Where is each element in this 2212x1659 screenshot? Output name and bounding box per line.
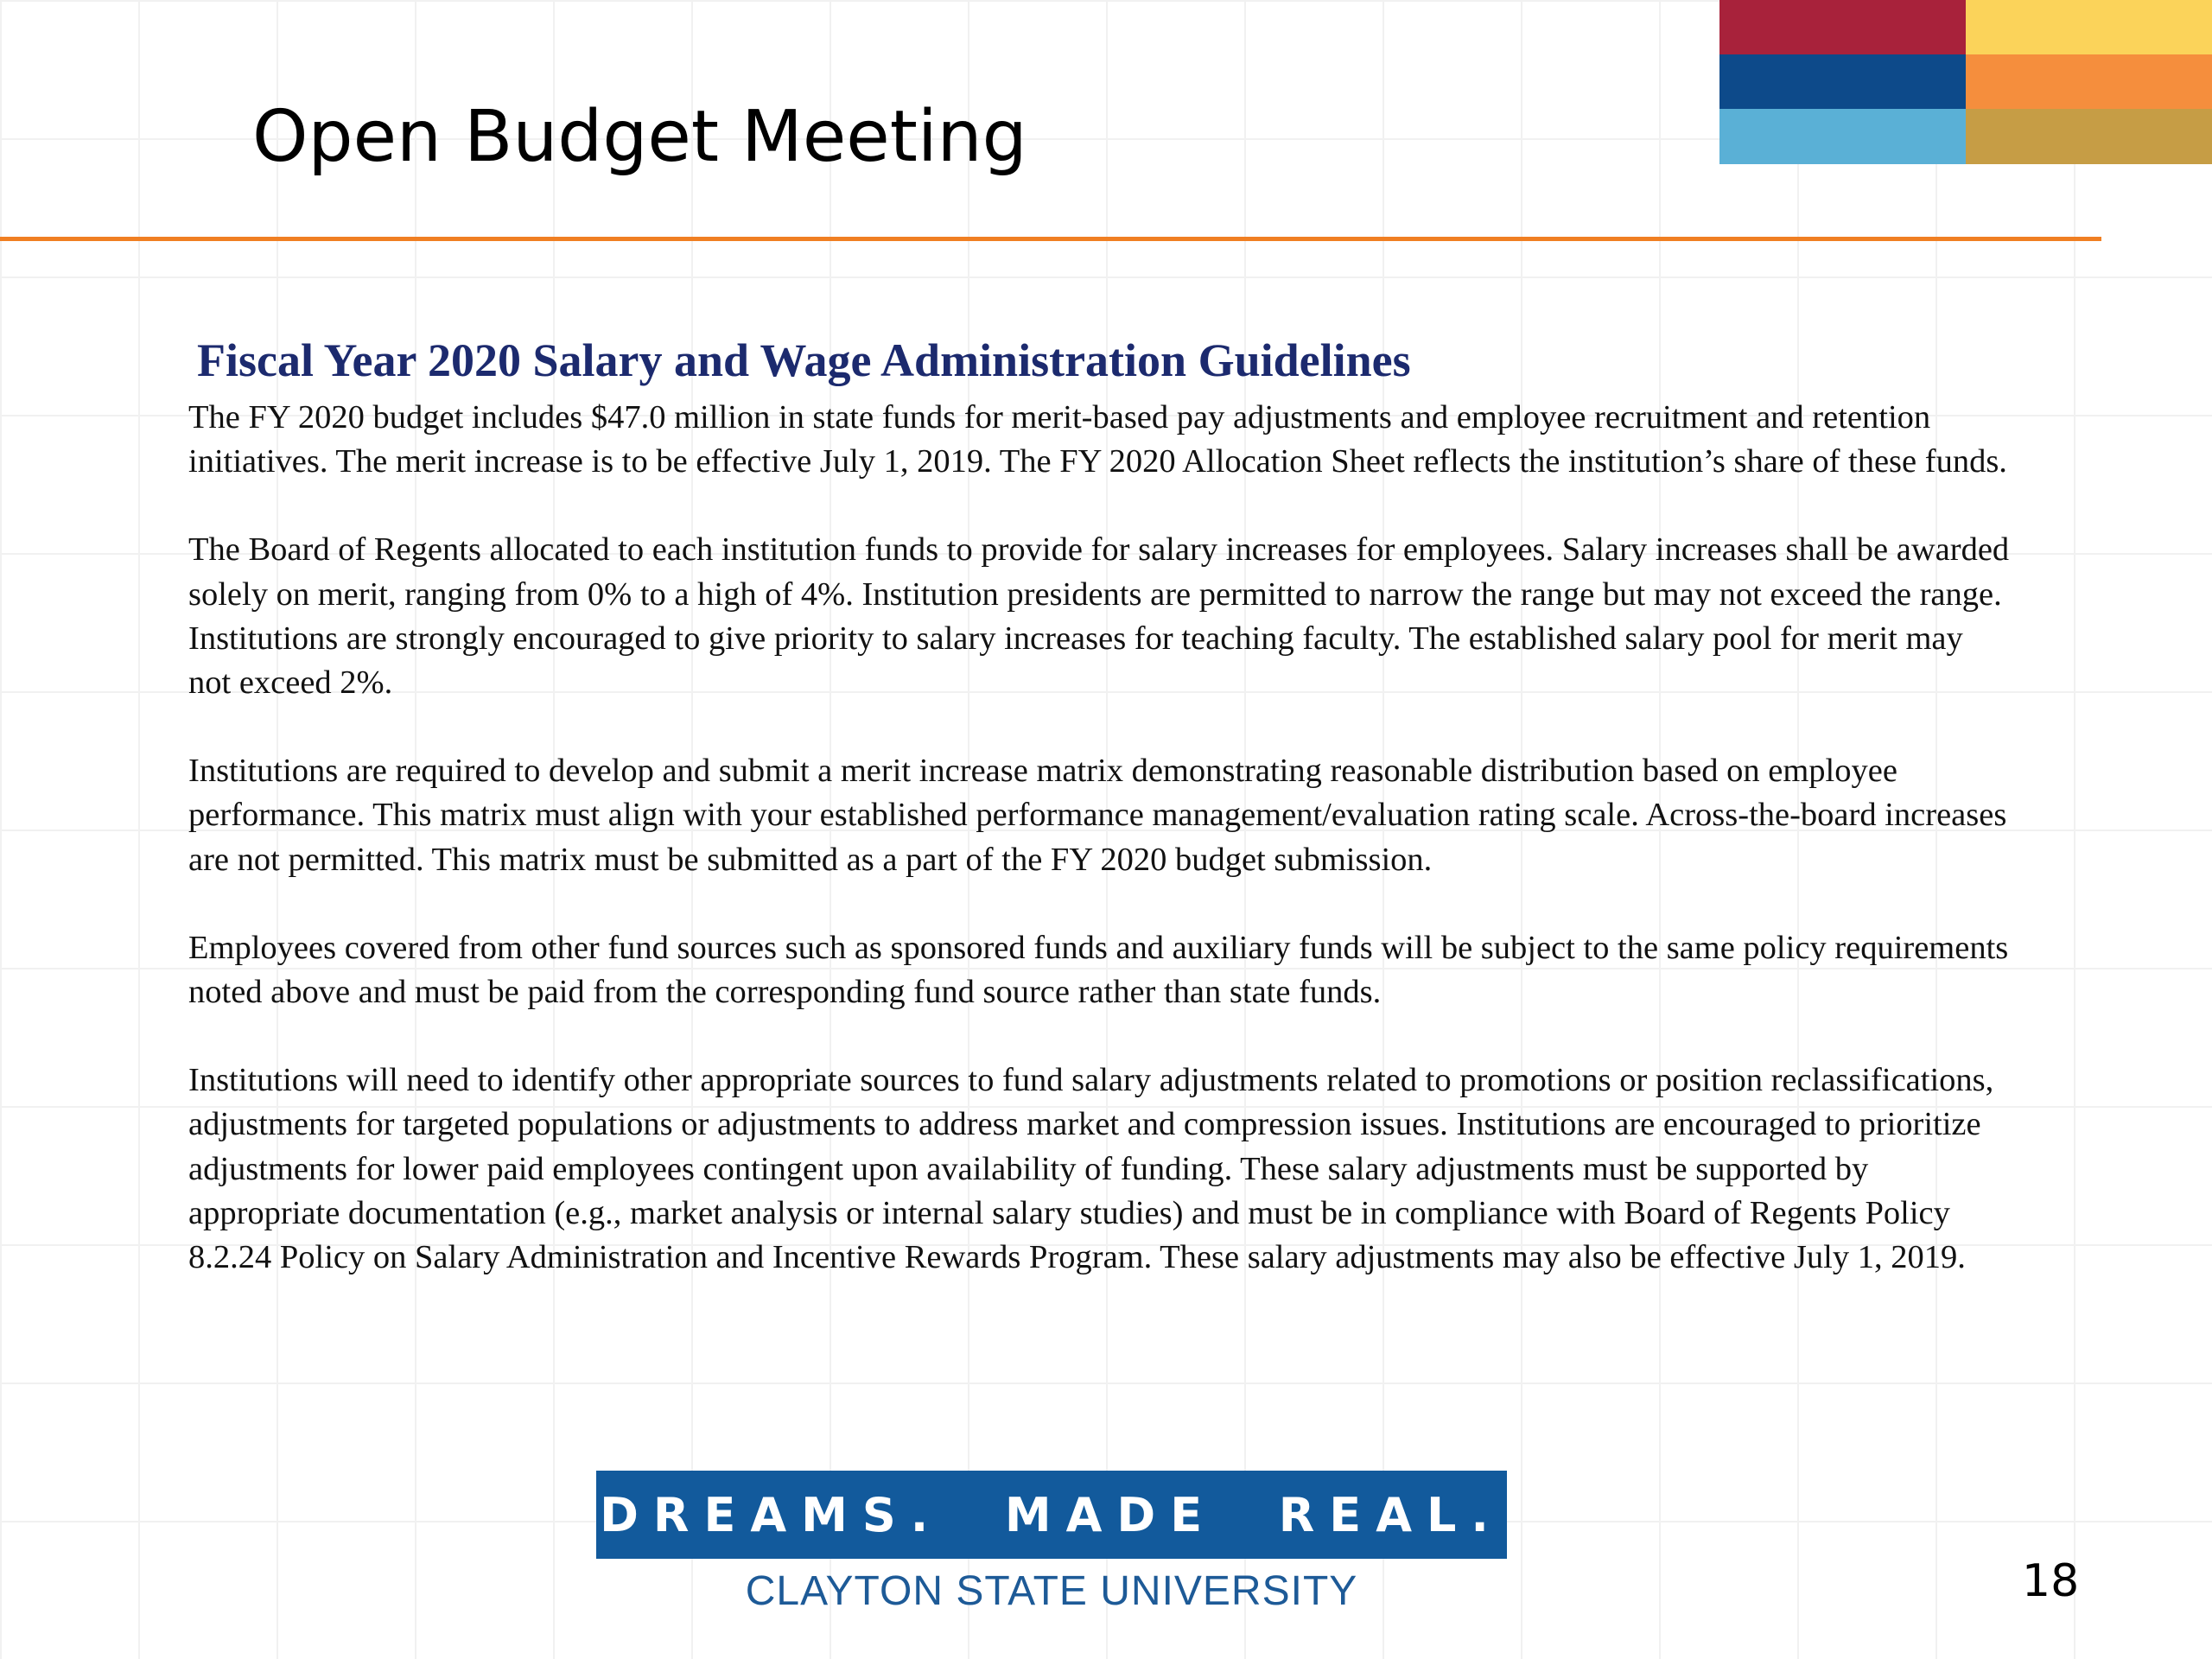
corner-color-blocks — [1719, 0, 2212, 164]
deco-block-crimson — [1719, 0, 1966, 54]
deco-block-sky — [1719, 109, 1966, 164]
paragraph-salary-adjustments: Institutions will need to identify other appropriate sources to fund salary adjustments related to promotions or position reclassifications, adjustments for targeted populations or adjustments to address market and compression issues. Institutions are encouraged to prioritize adjustments for lower paid employees contingent upon availability of funding. These salary adjustments must be supported by appropriate documentation (e.g., market analysis or internal salary studies) and must be in compliance with Board of Regents Policy 8.2.24 Policy on Salary Administration and Incentive Rewards Program. These salary adjustments may also be effective July 1, 2019. — [188, 1062, 1994, 1276]
deco-block-navy — [1719, 54, 1966, 109]
paragraph-other-fund-sources: Employees covered from other fund sources such as sponsored funds and auxiliary funds will be subject to the same policy requirements noted above and must be paid from the corresponding fund source rather than state funds. — [188, 929, 2009, 1011]
paragraph-merit-matrix: Institutions are required to develop and submit a merit increase matrix demonstrating reasonable distribution based on employee performance. This matrix must align with your established performance management/evaluation rating scale. Across-the-board increases are not permitted. This matrix must be submitted as a part of the FY 2020 budget submission. — [188, 753, 2007, 878]
slide-content — [188, 334, 2012, 1280]
title-divider — [0, 237, 2101, 241]
deco-block-orange — [1966, 54, 2212, 109]
paragraph-salary-increases: The Board of Regents allocated to each institution funds to provide for salary increases for employees. Salary increases shall be awarded solely on merit, ranging from 0% to a high of 4%. Institution presidents are permitted to narrow the range but may not exceed the range. Institutions are strongly encouraged to give priority to salary increases for teaching faculty. The established salary pool for merit may not exceed 2%. — [188, 531, 2010, 702]
page-number: 18 — [2022, 1555, 2080, 1607]
tagline-banner — [596, 1471, 1507, 1559]
slide-title: Open Budget Meeting — [252, 96, 1027, 178]
tagline-text: DREAMS. MADE REAL. — [600, 1487, 1503, 1542]
paragraph-merit-funds: The FY 2020 budget includes $47.0 million in state funds for merit-based pay adjustments and employee recruitment and retention initiatives. The merit increase is to be effective July 1, 2019. The FY 2020 Allocation Sheet reflects the institution’s share of these funds. — [188, 399, 2007, 480]
deco-block-yellow — [1966, 0, 2212, 54]
university-name: CLAYTON STATE UNIVERSITY — [745, 1568, 1358, 1614]
deco-block-gold — [1966, 109, 2212, 164]
section-heading: Fiscal Year 2020 Salary and Wage Administration Guidelines — [197, 334, 1411, 386]
